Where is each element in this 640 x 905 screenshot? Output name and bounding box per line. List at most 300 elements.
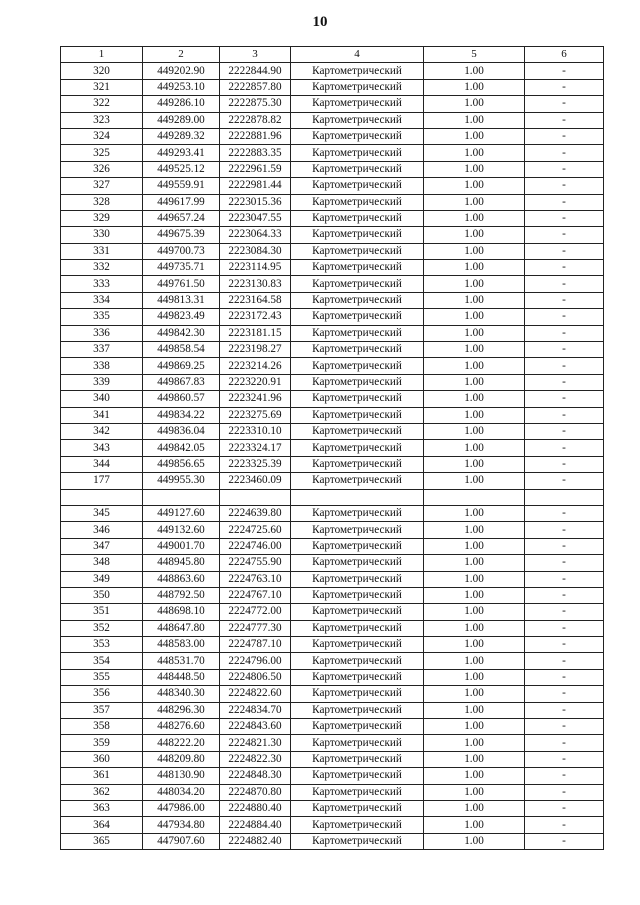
note-cell: - <box>525 178 604 194</box>
table-row <box>61 637 604 653</box>
note-cell: - <box>525 473 604 489</box>
y-coordinate-cell: 2224870.80 <box>220 784 291 800</box>
note-cell: - <box>525 128 604 144</box>
y-coordinate-cell: 2222881.96 <box>220 128 291 144</box>
table-row <box>61 440 604 456</box>
table-row <box>61 342 604 358</box>
method-cell: Картометрический <box>291 423 424 439</box>
table-row <box>61 800 604 816</box>
accuracy-cell: 1.00 <box>424 702 525 718</box>
accuracy-cell: 1.00 <box>424 719 525 735</box>
x-coordinate-cell: 449700.73 <box>143 243 220 259</box>
accuracy-cell: 1.00 <box>424 260 525 276</box>
table-row <box>61 391 604 407</box>
x-coordinate-cell: 448034.20 <box>143 784 220 800</box>
y-coordinate-cell: 2223015.36 <box>220 194 291 210</box>
y-coordinate-cell: 2224834.70 <box>220 702 291 718</box>
accuracy-cell: 1.00 <box>424 833 525 849</box>
accuracy-cell: 1.00 <box>424 128 525 144</box>
x-coordinate-cell: 447934.80 <box>143 817 220 833</box>
method-cell: Картометрический <box>291 587 424 603</box>
y-coordinate-cell: 2224806.50 <box>220 669 291 685</box>
accuracy-cell: 1.00 <box>424 637 525 653</box>
point-number-cell: 333 <box>61 276 143 292</box>
point-number-cell: 362 <box>61 784 143 800</box>
point-number-cell: 360 <box>61 751 143 767</box>
point-number-cell: 330 <box>61 227 143 243</box>
table-row <box>61 79 604 95</box>
accuracy-cell: 1.00 <box>424 653 525 669</box>
note-cell: - <box>525 423 604 439</box>
table-row <box>61 210 604 226</box>
method-cell: Картометрический <box>291 161 424 177</box>
note-cell: - <box>525 686 604 702</box>
y-coordinate-cell: 2224821.30 <box>220 735 291 751</box>
note-cell: - <box>525 227 604 243</box>
table-row <box>61 96 604 112</box>
x-coordinate-cell: 449289.32 <box>143 128 220 144</box>
note-cell: - <box>525 538 604 554</box>
method-cell: Картометрический <box>291 505 424 521</box>
method-cell: Картометрический <box>291 784 424 800</box>
point-number-cell: 335 <box>61 309 143 325</box>
note-cell: - <box>525 702 604 718</box>
note-cell: - <box>525 276 604 292</box>
y-coordinate-cell: 2223241.96 <box>220 391 291 407</box>
point-number-cell: 322 <box>61 96 143 112</box>
x-coordinate-cell: 448792.50 <box>143 587 220 603</box>
accuracy-cell: 1.00 <box>424 407 525 423</box>
accuracy-cell: 1.00 <box>424 79 525 95</box>
point-number-cell: 344 <box>61 456 143 472</box>
method-cell: Картометрический <box>291 768 424 784</box>
note-cell: - <box>525 407 604 423</box>
method-cell: Картометрический <box>291 309 424 325</box>
table-row <box>61 505 604 521</box>
method-cell: Картометрический <box>291 604 424 620</box>
table-row <box>61 522 604 538</box>
accuracy-cell: 1.00 <box>424 112 525 128</box>
y-coordinate-cell: 2224725.60 <box>220 522 291 538</box>
accuracy-cell: 1.00 <box>424 276 525 292</box>
point-number-cell: 177 <box>61 473 143 489</box>
y-coordinate-cell: 2224767.10 <box>220 587 291 603</box>
x-coordinate-cell: 449525.12 <box>143 161 220 177</box>
accuracy-cell: 1.00 <box>424 292 525 308</box>
x-coordinate-cell: 449253.10 <box>143 79 220 95</box>
y-coordinate-cell: 2224882.40 <box>220 833 291 849</box>
x-coordinate-cell: 448130.90 <box>143 768 220 784</box>
table-row <box>61 735 604 751</box>
point-number-cell: 334 <box>61 292 143 308</box>
method-cell: Картометрический <box>291 260 424 276</box>
point-number-cell: 327 <box>61 178 143 194</box>
point-number-cell: 345 <box>61 505 143 521</box>
table-row <box>61 702 604 718</box>
method-cell: Картометрический <box>291 538 424 554</box>
accuracy-cell: 1.00 <box>424 735 525 751</box>
table-row <box>61 112 604 128</box>
method-cell: Картометрический <box>291 112 424 128</box>
x-coordinate-cell: 448448.50 <box>143 669 220 685</box>
y-coordinate-cell: 2223064.33 <box>220 227 291 243</box>
accuracy-cell: 1.00 <box>424 391 525 407</box>
method-cell: Картометрический <box>291 407 424 423</box>
note-cell: - <box>525 243 604 259</box>
x-coordinate-cell: 449617.99 <box>143 194 220 210</box>
note-cell: - <box>525 96 604 112</box>
table-row <box>61 489 604 505</box>
x-coordinate-cell: 449735.71 <box>143 260 220 276</box>
point-number-cell: 323 <box>61 112 143 128</box>
method-cell: Картометрический <box>291 79 424 95</box>
y-coordinate-cell: 2224822.60 <box>220 686 291 702</box>
x-coordinate-cell: 448583.00 <box>143 637 220 653</box>
table-row <box>61 374 604 390</box>
note-cell <box>525 489 604 505</box>
note-cell: - <box>525 456 604 472</box>
method-cell: Картометрический <box>291 686 424 702</box>
table-row <box>61 178 604 194</box>
x-coordinate-cell: 449856.65 <box>143 456 220 472</box>
note-cell: - <box>525 505 604 521</box>
accuracy-cell: 1.00 <box>424 161 525 177</box>
table-row <box>61 128 604 144</box>
table-row <box>61 161 604 177</box>
method-cell: Картометрический <box>291 145 424 161</box>
y-coordinate-cell: 2224755.90 <box>220 555 291 571</box>
point-number-cell: 350 <box>61 587 143 603</box>
x-coordinate-cell: 449286.10 <box>143 96 220 112</box>
point-number-cell: 337 <box>61 342 143 358</box>
point-number-cell: 349 <box>61 571 143 587</box>
method-cell: Картометрический <box>291 571 424 587</box>
point-number-cell: 338 <box>61 358 143 374</box>
table-row <box>61 407 604 423</box>
y-coordinate-cell: 2223324.17 <box>220 440 291 456</box>
note-cell: - <box>525 391 604 407</box>
note-cell: - <box>525 194 604 210</box>
method-cell: Картометрический <box>291 342 424 358</box>
y-coordinate-cell: 2222981.44 <box>220 178 291 194</box>
point-number-cell: 325 <box>61 145 143 161</box>
x-coordinate-cell: 448209.80 <box>143 751 220 767</box>
table-row <box>61 309 604 325</box>
point-number-cell: 356 <box>61 686 143 702</box>
table-row <box>61 292 604 308</box>
y-coordinate-cell: 2223114.95 <box>220 260 291 276</box>
note-cell: - <box>525 292 604 308</box>
y-coordinate-cell: 2224777.30 <box>220 620 291 636</box>
y-coordinate-cell: 2222883.35 <box>220 145 291 161</box>
method-cell: Картометрический <box>291 227 424 243</box>
x-coordinate-cell: 449001.70 <box>143 538 220 554</box>
table-row <box>61 686 604 702</box>
accuracy-cell: 1.00 <box>424 751 525 767</box>
point-number-cell: 357 <box>61 702 143 718</box>
method-cell: Картометрический <box>291 620 424 636</box>
accuracy-cell: 1.00 <box>424 243 525 259</box>
accuracy-cell: 1.00 <box>424 768 525 784</box>
method-cell: Картометрический <box>291 456 424 472</box>
note-cell: - <box>525 571 604 587</box>
note-cell: - <box>525 342 604 358</box>
method-cell: Картометрический <box>291 243 424 259</box>
y-coordinate-cell: 2222857.80 <box>220 79 291 95</box>
x-coordinate-cell: 448945.80 <box>143 555 220 571</box>
point-number-cell: 324 <box>61 128 143 144</box>
accuracy-cell: 1.00 <box>424 817 525 833</box>
note-cell: - <box>525 374 604 390</box>
accuracy-cell: 1.00 <box>424 440 525 456</box>
table-row <box>61 260 604 276</box>
x-coordinate-cell: 449860.57 <box>143 391 220 407</box>
point-number-cell: 346 <box>61 522 143 538</box>
y-coordinate-cell: 2224796.00 <box>220 653 291 669</box>
method-cell: Картометрический <box>291 128 424 144</box>
note-cell: - <box>525 817 604 833</box>
point-number-cell: 321 <box>61 79 143 95</box>
note-cell: - <box>525 210 604 226</box>
method-cell: Картометрический <box>291 800 424 816</box>
method-cell: Картометрический <box>291 325 424 341</box>
method-cell: Картометрический <box>291 833 424 849</box>
x-coordinate-cell: 448340.30 <box>143 686 220 702</box>
accuracy-cell: 1.00 <box>424 178 525 194</box>
x-coordinate-cell: 447907.60 <box>143 833 220 849</box>
note-cell: - <box>525 587 604 603</box>
accuracy-cell: 1.00 <box>424 227 525 243</box>
table-row <box>61 456 604 472</box>
point-number-cell: 340 <box>61 391 143 407</box>
table-body <box>61 63 604 850</box>
method-cell: Картометрический <box>291 276 424 292</box>
note-cell: - <box>525 751 604 767</box>
column-header: 3 <box>220 47 291 63</box>
method-cell: Картометрический <box>291 391 424 407</box>
table-row <box>61 620 604 636</box>
note-cell: - <box>525 719 604 735</box>
y-coordinate-cell: 2224843.60 <box>220 719 291 735</box>
table-row <box>61 669 604 685</box>
point-number-cell: 355 <box>61 669 143 685</box>
table-row <box>61 473 604 489</box>
accuracy-cell <box>424 489 525 505</box>
point-number-cell: 365 <box>61 833 143 849</box>
method-cell: Картометрический <box>291 210 424 226</box>
note-cell: - <box>525 325 604 341</box>
x-coordinate-cell: 449761.50 <box>143 276 220 292</box>
note-cell: - <box>525 604 604 620</box>
column-header: 2 <box>143 47 220 63</box>
point-number-cell: 352 <box>61 620 143 636</box>
method-cell: Картометрический <box>291 96 424 112</box>
accuracy-cell: 1.00 <box>424 555 525 571</box>
x-coordinate-cell: 449657.24 <box>143 210 220 226</box>
note-cell: - <box>525 833 604 849</box>
note-cell: - <box>525 735 604 751</box>
x-coordinate-cell: 449823.49 <box>143 309 220 325</box>
accuracy-cell: 1.00 <box>424 538 525 554</box>
y-coordinate-cell: 2223275.69 <box>220 407 291 423</box>
y-coordinate-cell: 2222961.59 <box>220 161 291 177</box>
table-row <box>61 833 604 849</box>
accuracy-cell: 1.00 <box>424 210 525 226</box>
method-cell: Картометрический <box>291 522 424 538</box>
note-cell: - <box>525 522 604 538</box>
accuracy-cell: 1.00 <box>424 423 525 439</box>
y-coordinate-cell: 2223164.58 <box>220 292 291 308</box>
x-coordinate-cell: 449836.04 <box>143 423 220 439</box>
point-number-cell: 332 <box>61 260 143 276</box>
x-coordinate-cell: 448698.10 <box>143 604 220 620</box>
point-number-cell: 339 <box>61 374 143 390</box>
y-coordinate-cell: 2223181.15 <box>220 325 291 341</box>
accuracy-cell: 1.00 <box>424 473 525 489</box>
table-row <box>61 423 604 439</box>
y-coordinate-cell: 2224763.10 <box>220 571 291 587</box>
method-cell: Картометрический <box>291 555 424 571</box>
method-cell: Картометрический <box>291 637 424 653</box>
table-row <box>61 587 604 603</box>
accuracy-cell: 1.00 <box>424 194 525 210</box>
point-number-cell: 326 <box>61 161 143 177</box>
accuracy-cell: 1.00 <box>424 96 525 112</box>
x-coordinate-cell: 449858.54 <box>143 342 220 358</box>
x-coordinate-cell: 448647.80 <box>143 620 220 636</box>
y-coordinate-cell: 2223214.26 <box>220 358 291 374</box>
table-row <box>61 768 604 784</box>
x-coordinate-cell: 449293.41 <box>143 145 220 161</box>
note-cell: - <box>525 79 604 95</box>
point-number-cell: 348 <box>61 555 143 571</box>
table-row <box>61 276 604 292</box>
point-number-cell: 329 <box>61 210 143 226</box>
y-coordinate-cell: 2224772.00 <box>220 604 291 620</box>
coordinates-table <box>60 46 604 850</box>
point-number-cell: 331 <box>61 243 143 259</box>
note-cell: - <box>525 653 604 669</box>
table-row <box>61 653 604 669</box>
note-cell: - <box>525 637 604 653</box>
table-row <box>61 604 604 620</box>
x-coordinate-cell: 449559.91 <box>143 178 220 194</box>
table-row <box>61 555 604 571</box>
note-cell: - <box>525 112 604 128</box>
note-cell: - <box>525 260 604 276</box>
table-row <box>61 325 604 341</box>
x-coordinate-cell: 448276.60 <box>143 719 220 735</box>
method-cell: Картометрический <box>291 440 424 456</box>
page-number: 10 <box>312 14 328 30</box>
accuracy-cell: 1.00 <box>424 686 525 702</box>
point-number-cell: 364 <box>61 817 143 833</box>
y-coordinate-cell <box>220 489 291 505</box>
y-coordinate-cell: 2224787.10 <box>220 637 291 653</box>
y-coordinate-cell: 2224746.00 <box>220 538 291 554</box>
accuracy-cell: 1.00 <box>424 800 525 816</box>
column-header: 4 <box>291 47 424 63</box>
accuracy-cell: 1.00 <box>424 374 525 390</box>
y-coordinate-cell: 2224880.40 <box>220 800 291 816</box>
accuracy-cell: 1.00 <box>424 63 525 79</box>
x-coordinate-cell: 448863.60 <box>143 571 220 587</box>
point-number-cell: 347 <box>61 538 143 554</box>
table-header-row <box>61 47 604 63</box>
table-row <box>61 817 604 833</box>
table-row <box>61 751 604 767</box>
accuracy-cell: 1.00 <box>424 309 525 325</box>
y-coordinate-cell: 2223460.09 <box>220 473 291 489</box>
note-cell: - <box>525 63 604 79</box>
note-cell: - <box>525 145 604 161</box>
point-number-cell: 343 <box>61 440 143 456</box>
method-cell: Картометрический <box>291 473 424 489</box>
note-cell: - <box>525 669 604 685</box>
method-cell: Картометрический <box>291 817 424 833</box>
x-coordinate-cell: 449842.05 <box>143 440 220 456</box>
x-coordinate-cell: 449867.83 <box>143 374 220 390</box>
table-row <box>61 784 604 800</box>
x-coordinate-cell: 448222.20 <box>143 735 220 751</box>
y-coordinate-cell: 2223130.83 <box>220 276 291 292</box>
method-cell: Картометрический <box>291 702 424 718</box>
point-number-cell: 359 <box>61 735 143 751</box>
method-cell: Картометрический <box>291 735 424 751</box>
method-cell: Картометрический <box>291 194 424 210</box>
method-cell: Картометрический <box>291 719 424 735</box>
y-coordinate-cell: 2224848.30 <box>220 768 291 784</box>
accuracy-cell: 1.00 <box>424 325 525 341</box>
method-cell: Картометрический <box>291 751 424 767</box>
point-number-cell: 320 <box>61 63 143 79</box>
method-cell: Картометрический <box>291 669 424 685</box>
accuracy-cell: 1.00 <box>424 505 525 521</box>
table-row <box>61 63 604 79</box>
column-header: 6 <box>525 47 604 63</box>
note-cell: - <box>525 309 604 325</box>
accuracy-cell: 1.00 <box>424 604 525 620</box>
point-number-cell: 336 <box>61 325 143 341</box>
note-cell: - <box>525 440 604 456</box>
y-coordinate-cell: 2224639.80 <box>220 505 291 521</box>
point-number-cell: 351 <box>61 604 143 620</box>
table-row <box>61 538 604 554</box>
y-coordinate-cell: 2222878.82 <box>220 112 291 128</box>
point-number-cell: 363 <box>61 800 143 816</box>
x-coordinate-cell <box>143 489 220 505</box>
accuracy-cell: 1.00 <box>424 571 525 587</box>
accuracy-cell: 1.00 <box>424 620 525 636</box>
accuracy-cell: 1.00 <box>424 784 525 800</box>
y-coordinate-cell: 2223172.43 <box>220 309 291 325</box>
point-number-cell: 358 <box>61 719 143 735</box>
table-row <box>61 571 604 587</box>
table-row <box>61 358 604 374</box>
column-header: 1 <box>61 47 143 63</box>
x-coordinate-cell: 448531.70 <box>143 653 220 669</box>
x-coordinate-cell: 449813.31 <box>143 292 220 308</box>
method-cell: Картометрический <box>291 178 424 194</box>
method-cell: Картометрический <box>291 653 424 669</box>
y-coordinate-cell: 2223310.10 <box>220 423 291 439</box>
x-coordinate-cell: 449842.30 <box>143 325 220 341</box>
table-row <box>61 227 604 243</box>
accuracy-cell: 1.00 <box>424 342 525 358</box>
accuracy-cell: 1.00 <box>424 358 525 374</box>
note-cell: - <box>525 620 604 636</box>
x-coordinate-cell: 448296.30 <box>143 702 220 718</box>
